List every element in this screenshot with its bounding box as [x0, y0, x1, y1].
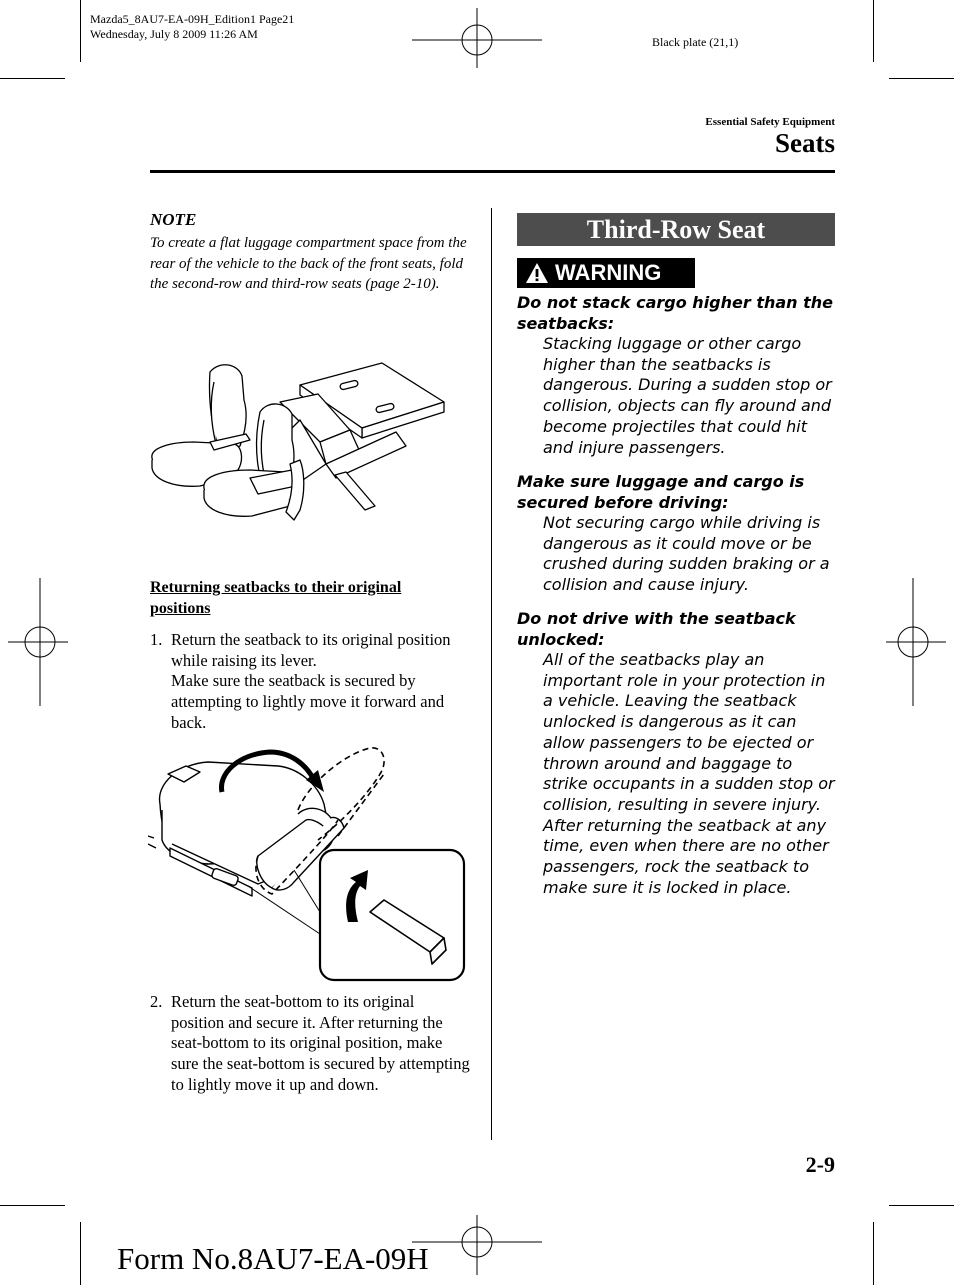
warning-triangle-icon	[525, 262, 549, 284]
title-rule	[150, 170, 835, 173]
crop-mark-icon	[80, 1222, 81, 1285]
warning-heading: Do not stack cargo higher than the seatbacks:	[517, 293, 834, 333]
crop-mark-icon	[0, 1205, 65, 1206]
plate-label: Black plate (21,1)	[652, 35, 739, 49]
crop-mark-icon	[889, 1205, 954, 1206]
crop-mark-icon	[889, 78, 954, 79]
warning-heading: Make sure luggage and cargo is secured before driving:	[517, 472, 805, 512]
step-number: 1.	[150, 630, 163, 649]
crop-mark-icon	[80, 0, 81, 62]
registration-mark-icon	[8, 578, 68, 706]
form-number: Form No.8AU7-EA-09H	[117, 1241, 429, 1276]
folded-seats-illustration	[150, 360, 446, 530]
warning-heading: Do not drive with the seatback unlocked:	[517, 609, 796, 649]
warning-body: All of the seatbacks play an important role in your protection in a vehicle. Leaving the seatback unlocked is dangerous as it can allow passengers to be ejected or thrown around and baggage to strike occupants in a sudden stop or collision, resulting in severe injury. After returning the seatback at any time, even when there are no other passengers, rock the seatback to make sure it is locked in place.	[543, 650, 835, 897]
subheading: Returning seatbacks to their original positions	[150, 579, 402, 617]
warning-body: Not securing cargo while driving is dangerous as it could move or be crushed during sudden braking or a collision and cause injury.	[543, 513, 830, 595]
step-number: 2.	[150, 992, 163, 1011]
page-number: 2-9	[805, 1152, 835, 1177]
step-text: Return the seatback to its original position while raising its lever.	[171, 630, 451, 670]
warning-label: WARNING	[555, 260, 662, 285]
print-header-date: Wednesday, July 8 2009 11:26 AM	[90, 27, 258, 41]
step-text: Make sure the seatback is secured by attempting to lightly move it forward and back.	[171, 671, 445, 732]
step-text: Return the seat-bottom to its original position and secure it. After returning the seat-bottom to its original position, make sure the seat-bottom is secured by attempting to lightly move it up and down.	[171, 992, 470, 1094]
crop-mark-icon	[873, 0, 874, 62]
step-1	[150, 630, 470, 734]
warning-body: Stacking luggage or other cargo higher than the seatbacks is dangerous. During a sudden stop or collision, objects can fly around and become projectiles that could hit and injure passengers.	[543, 334, 832, 457]
registration-mark-icon	[886, 578, 946, 706]
crop-mark-icon	[873, 1222, 874, 1285]
crop-mark-icon	[0, 78, 65, 79]
page-title: Seats	[775, 128, 835, 158]
print-header-file: Mazda5_8AU7-EA-09H_Edition1 Page21	[90, 12, 295, 26]
column-divider	[491, 208, 492, 1140]
step-2	[150, 992, 470, 1096]
registration-mark-icon	[412, 8, 542, 68]
note-text: To create a flat luggage compartment space from the rear of the vehicle to the back of the front seats, fold the second-row and third-row seats (page 2-10).	[150, 235, 467, 292]
note-title: NOTE	[150, 210, 197, 229]
warning-badge	[517, 258, 695, 288]
section-label: Essential Safety Equipment	[705, 116, 835, 128]
seatback-lever-illustration	[148, 744, 470, 984]
section-title-bar: Third-Row Seat	[517, 213, 835, 246]
print-header	[90, 12, 294, 42]
registration-mark-icon	[412, 1215, 542, 1275]
